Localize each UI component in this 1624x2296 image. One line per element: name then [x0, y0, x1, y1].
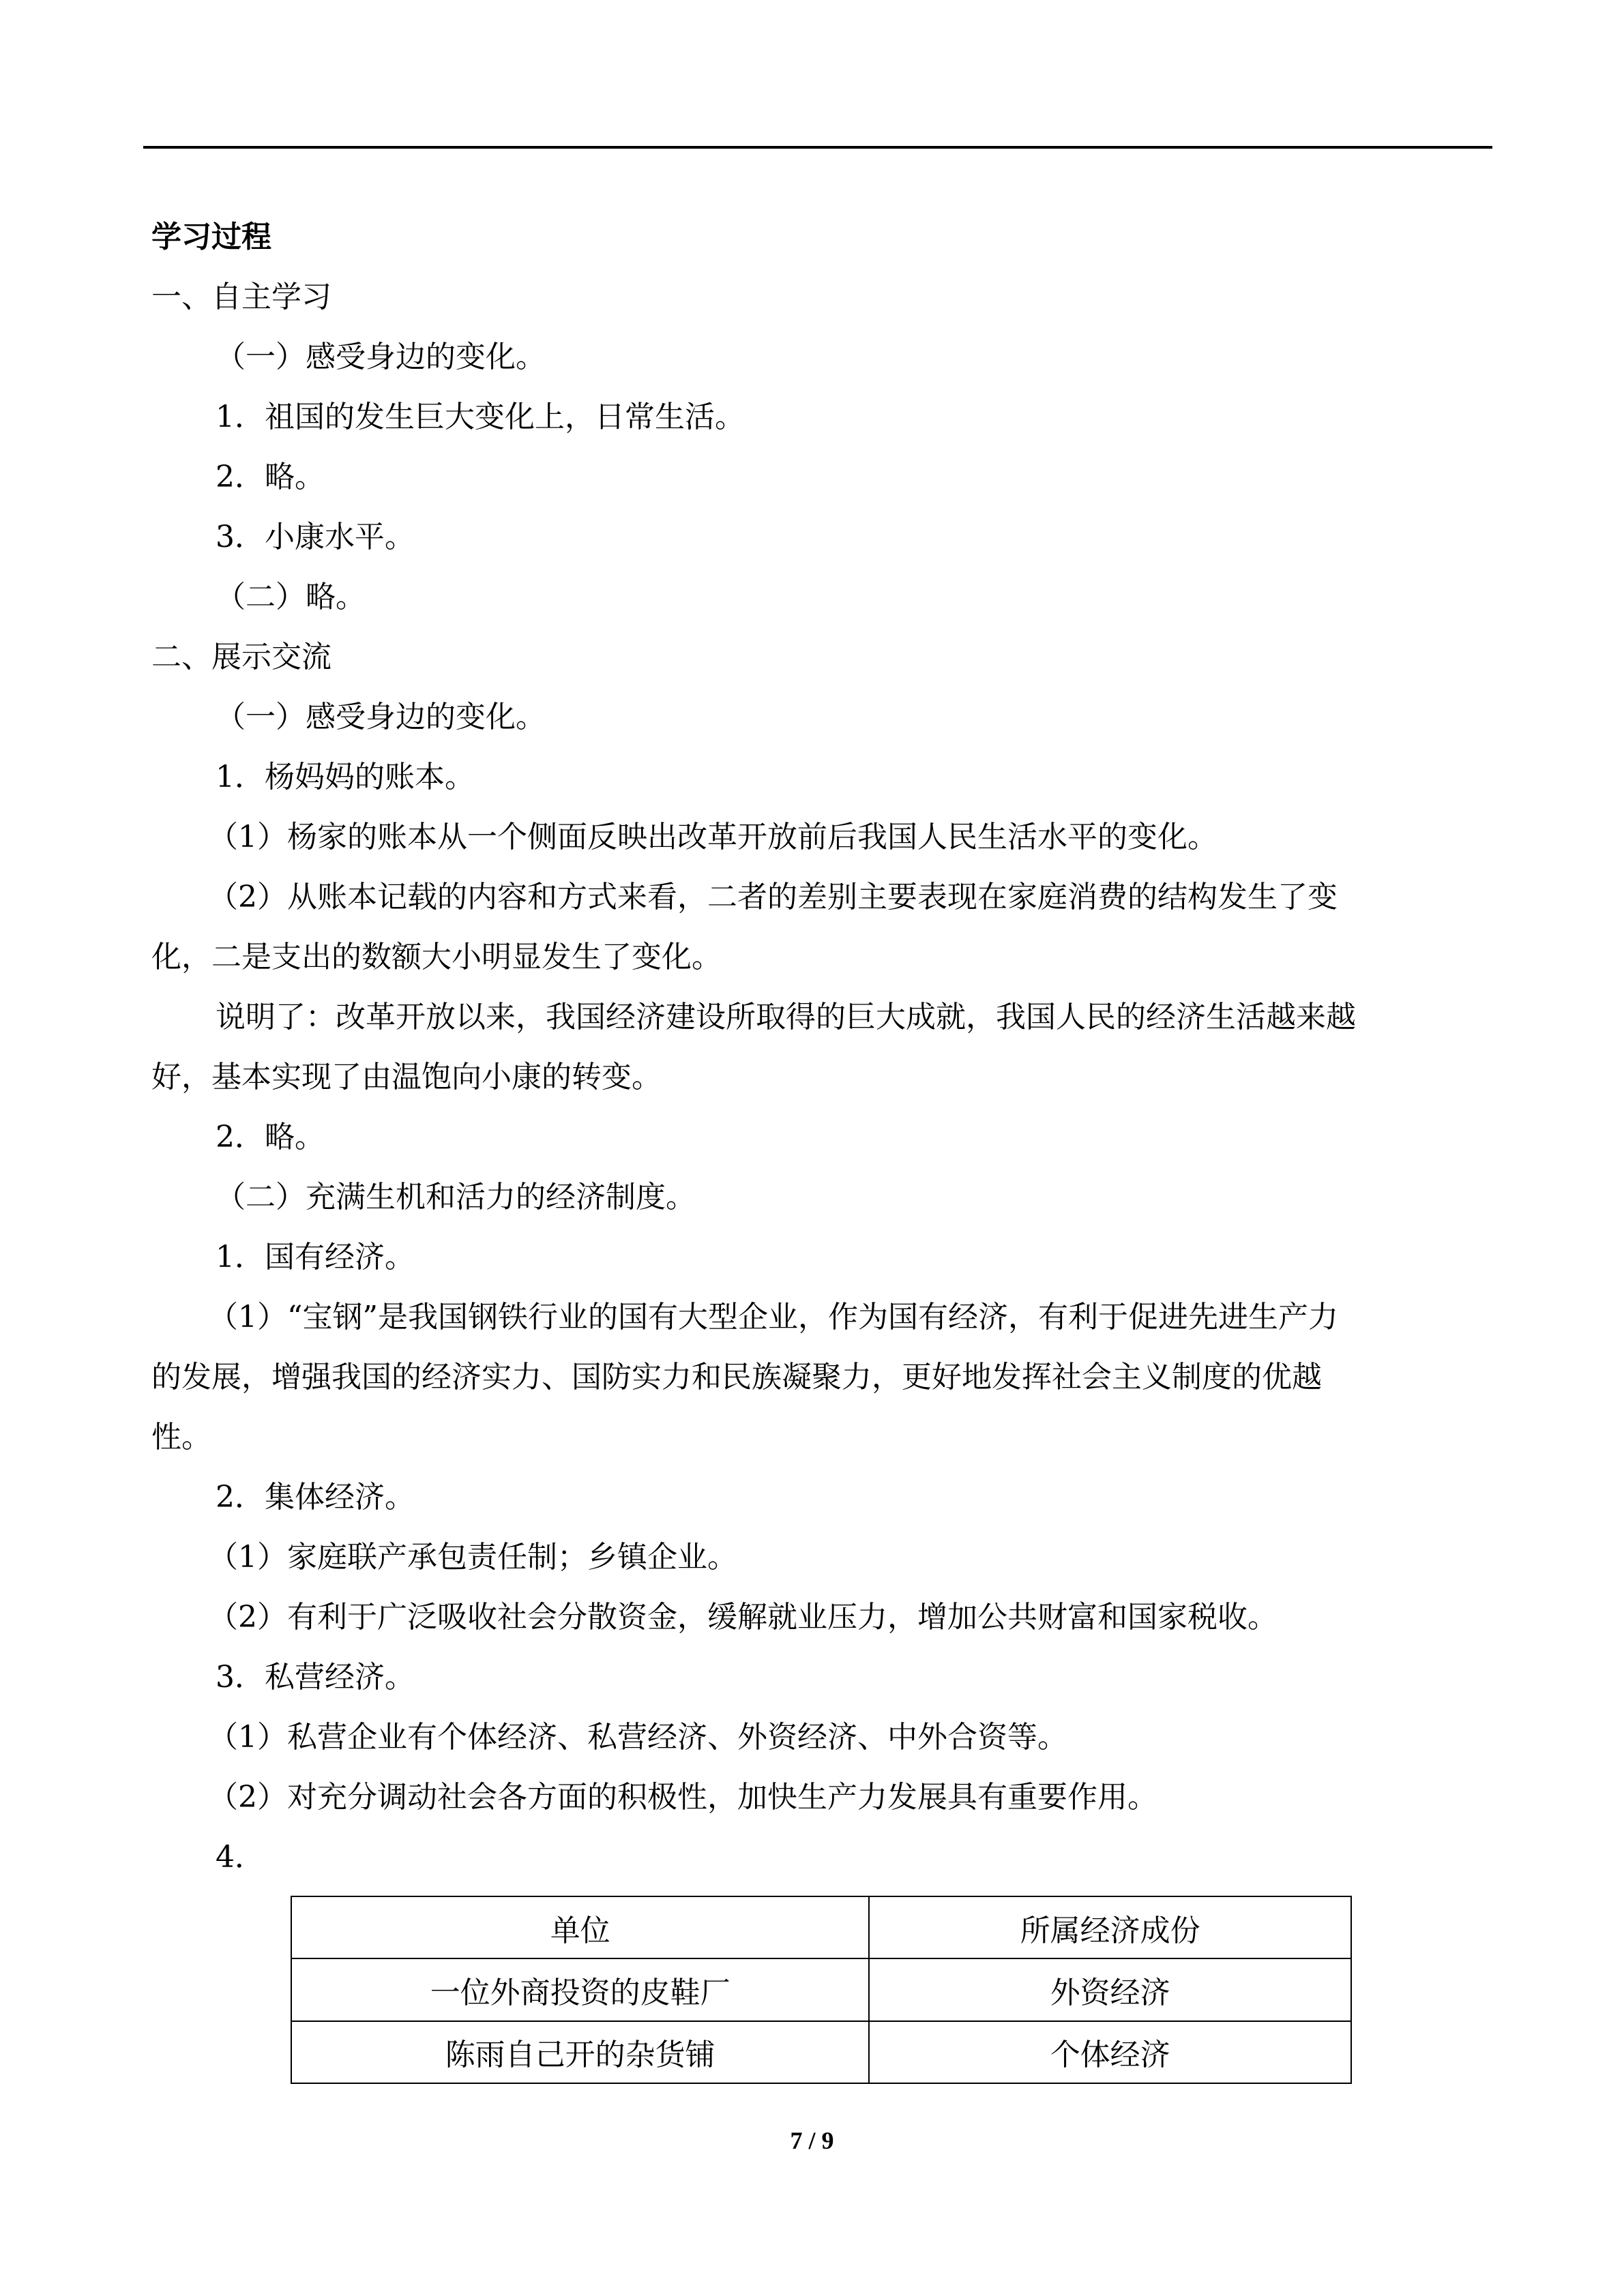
page-number: 7 / 9	[790, 2127, 834, 2154]
text-line: （1）家庭联产承包责任制；乡镇企业。	[208, 1540, 737, 1575]
header-rule	[143, 146, 1492, 149]
text-line: （二）略。	[216, 580, 366, 614]
text-line: 好，基本实现了由温饱向小康的转变。	[151, 1060, 662, 1094]
text-line: （一）感受身边的变化。	[216, 700, 546, 734]
text-line: 1．国有经济。	[216, 1240, 415, 1274]
table-cell: 外资经济	[869, 1958, 1351, 2021]
text-line: （二）充满生机和活力的经济制度。	[216, 1180, 696, 1214]
text-line: 4．	[216, 1840, 265, 1875]
text-line: （一）感受身边的变化。	[216, 340, 546, 374]
text-line: 的发展，增强我国的经济实力、国防实力和民族凝聚力，更好地发挥社会主义制度的优越	[151, 1360, 1322, 1395]
table-header-cell: 单位	[291, 1896, 869, 1958]
table-cell: 陈雨自己开的杂货铺	[291, 2021, 869, 2083]
text-line: 3．私营经济。	[216, 1660, 415, 1695]
table-row	[291, 1958, 1351, 2021]
text-line: （2）对充分调动社会各方面的积极性，加快生产力发展具有重要作用。	[208, 1780, 1157, 1815]
text-line: 1．祖国的发生巨大变化上，日常生活。	[216, 400, 745, 434]
text-line: 2．略。	[216, 460, 325, 494]
text-line: 化，二是支出的数额大小明显发生了变化。	[151, 940, 722, 974]
text-line: （2）从账本记载的内容和方式来看，二者的差别主要表现在家庭消费的结构发生了变	[208, 880, 1338, 914]
text-line: 2．集体经济。	[216, 1480, 415, 1515]
table-header-row	[291, 1896, 1351, 1958]
text-line: 1．杨妈妈的账本。	[216, 760, 475, 794]
text-line: （2）有利于广泛吸收社会分散资金，缓解就业压力，增加公共财富和国家税收。	[208, 1600, 1278, 1635]
economy-table	[291, 1896, 1352, 2084]
text-line: 2．略。	[216, 1120, 325, 1154]
text-line: 一、自主学习	[151, 280, 331, 314]
table-cell: 个体经济	[869, 2021, 1351, 2083]
text-line: 3．小康水平。	[216, 520, 415, 554]
text-line: （1）私营企业有个体经济、私营经济、外资经济、中外合资等。	[208, 1720, 1067, 1755]
section-heading: 学习过程	[151, 220, 271, 254]
text-line: 说明了：改革开放以来，我国经济建设所取得的巨大成就，我国人民的经济生活越来越	[216, 1000, 1356, 1034]
table-cell: 一位外商投资的皮鞋厂	[291, 1958, 869, 2021]
table-header-cell: 所属经济成份	[869, 1896, 1351, 1958]
text-line: （1）杨家的账本从一个侧面反映出改革开放前后我国人民生活水平的变化。	[208, 820, 1217, 854]
text-line: 二、展示交流	[151, 640, 331, 674]
text-line: （1）“宝钢”是我国钢铁行业的国有大型企业，作为国有经济，有利于促进先进生产力	[208, 1300, 1338, 1335]
table-row	[291, 2021, 1351, 2083]
text-line: 性。	[151, 1420, 211, 1455]
